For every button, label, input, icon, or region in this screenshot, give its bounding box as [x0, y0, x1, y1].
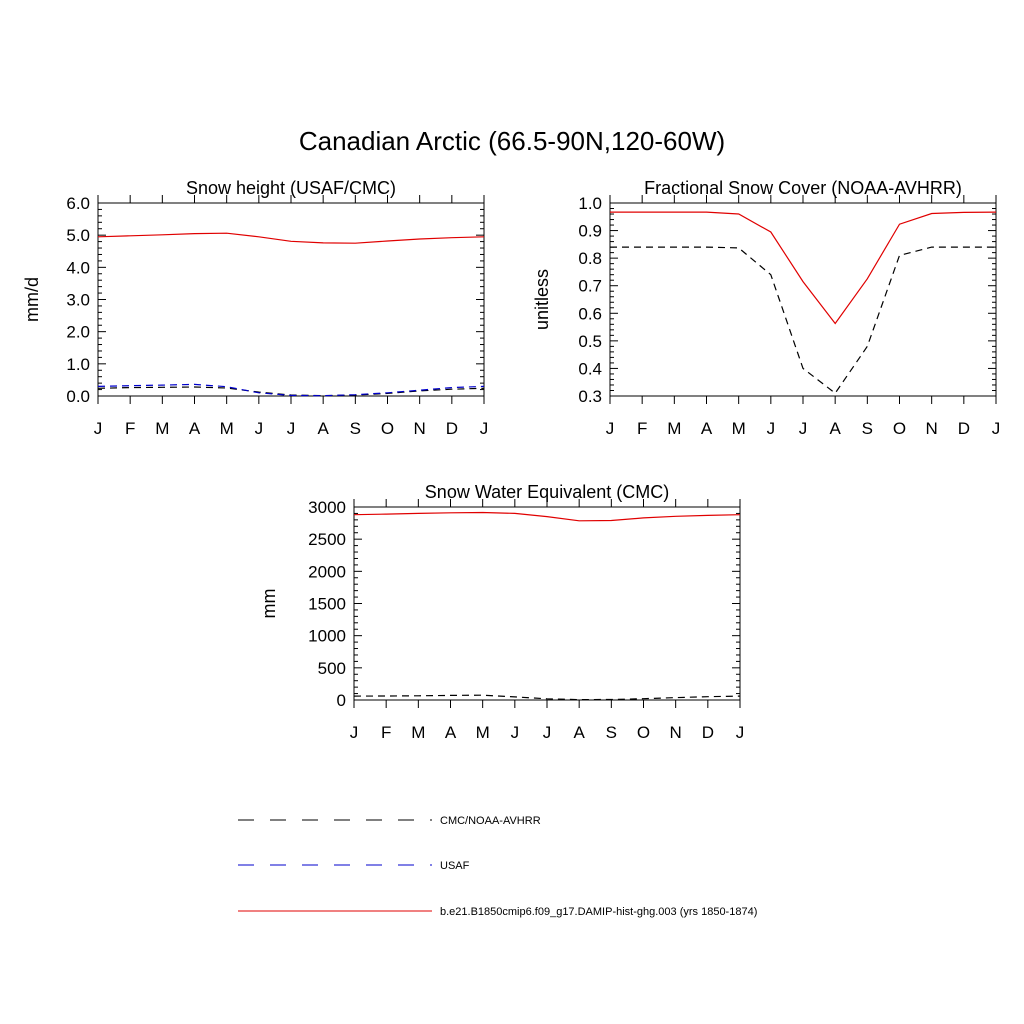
legend-label: USAF — [440, 860, 470, 872]
legend-label: CMC/NOAA-AVHRR — [440, 815, 541, 827]
y-axis-label: mm/d — [22, 277, 42, 322]
x-tick-label: S — [861, 419, 874, 438]
x-tick-label: M — [731, 419, 746, 438]
y-tick-label: 5.0 — [66, 226, 90, 246]
panel-snow-height — [22, 178, 488, 438]
legend — [238, 815, 757, 918]
x-tick-label: J — [605, 419, 615, 438]
x-tick-label: A — [188, 419, 201, 438]
y-tick-label: 0.7 — [578, 276, 602, 296]
x-tick-label: J — [286, 419, 296, 438]
x-tick-label: A — [700, 419, 713, 438]
x-tick-label: D — [445, 419, 458, 438]
chart-title: Snow Water Equivalent (CMC) — [424, 482, 670, 502]
y-tick-label: 1.0 — [66, 354, 90, 374]
x-tick-label: J — [254, 419, 264, 438]
series-line — [98, 387, 484, 396]
x-tick-label: J — [510, 723, 520, 742]
x-tick-label: J — [93, 419, 103, 438]
panel-fractional-snow-cover — [532, 178, 1000, 438]
y-tick-label: 1500 — [308, 594, 346, 614]
series-line — [354, 695, 740, 699]
y-tick-label: 2000 — [308, 562, 346, 582]
x-tick-label: A — [829, 419, 841, 438]
x-tick-label: O — [380, 419, 395, 438]
x-tick-label: J — [542, 723, 552, 742]
series-line — [610, 247, 996, 393]
x-tick-label: M — [155, 419, 170, 438]
y-tick-label: 4.0 — [66, 258, 90, 278]
y-tick-label: 0.9 — [578, 221, 602, 241]
y-tick-label: 6.0 — [66, 194, 90, 213]
x-tick-label: O — [636, 723, 651, 742]
panel-snow-water-equivalent — [259, 482, 744, 742]
x-tick-label: M — [667, 419, 682, 438]
y-axis-label: mm — [259, 588, 279, 619]
y-tick-label: 0.6 — [578, 304, 602, 324]
x-tick-label: J — [735, 723, 745, 742]
x-tick-label: M — [475, 723, 490, 742]
y-tick-label: 2500 — [308, 530, 346, 550]
x-tick-label: M — [219, 419, 234, 438]
y-tick-label: 0.0 — [66, 387, 90, 406]
x-tick-label: N — [413, 419, 426, 438]
x-tick-label: A — [444, 723, 457, 742]
y-tick-label: 3.0 — [66, 290, 90, 310]
x-tick-label: D — [957, 419, 970, 438]
y-tick-label: 0.5 — [578, 331, 602, 351]
plot-frame — [354, 507, 740, 700]
x-tick-label: J — [479, 419, 489, 438]
x-tick-label: M — [411, 723, 426, 742]
y-axis-label: unitless — [532, 268, 552, 331]
x-tick-label: D — [701, 723, 714, 742]
legend-label: b.e21.B1850cmip6.f09_g17.DAMIP-hist-ghg.003 (yrs 1850-1874) — [440, 906, 758, 918]
chart-title: Snow height (USAF/CMC) — [185, 178, 397, 198]
x-tick-label: J — [349, 723, 359, 742]
x-tick-label: J — [991, 419, 1001, 438]
x-tick-label: O — [892, 419, 907, 438]
x-tick-label: S — [605, 723, 618, 742]
y-tick-label: 2.0 — [66, 322, 90, 342]
x-tick-label: N — [669, 723, 682, 742]
y-tick-label: 1000 — [308, 626, 346, 646]
figure-title: Canadian Arctic (66.5-90N,120-60W) — [298, 126, 726, 156]
series-line — [354, 513, 740, 521]
x-tick-label: A — [573, 723, 585, 742]
series-line — [98, 233, 484, 243]
y-tick-label: 3000 — [308, 498, 346, 517]
series-line — [610, 212, 996, 323]
y-tick-label: 500 — [317, 658, 346, 678]
x-tick-label: N — [925, 419, 938, 438]
x-tick-label: A — [317, 419, 329, 438]
x-tick-label: J — [798, 419, 808, 438]
y-tick-label: 0 — [336, 691, 346, 710]
x-tick-label: F — [124, 419, 136, 438]
plot-frame — [98, 203, 484, 396]
series-line — [98, 384, 484, 395]
y-tick-label: 0.8 — [578, 249, 602, 269]
x-tick-label: J — [766, 419, 776, 438]
x-tick-label: S — [349, 419, 362, 438]
x-tick-label: F — [380, 723, 392, 742]
y-tick-label: 0.3 — [578, 387, 602, 406]
x-tick-label: F — [636, 419, 648, 438]
chart-title: Fractional Snow Cover (NOAA-AVHRR) — [644, 178, 962, 198]
y-tick-label: 1.0 — [578, 194, 602, 213]
y-tick-label: 0.4 — [578, 359, 602, 379]
